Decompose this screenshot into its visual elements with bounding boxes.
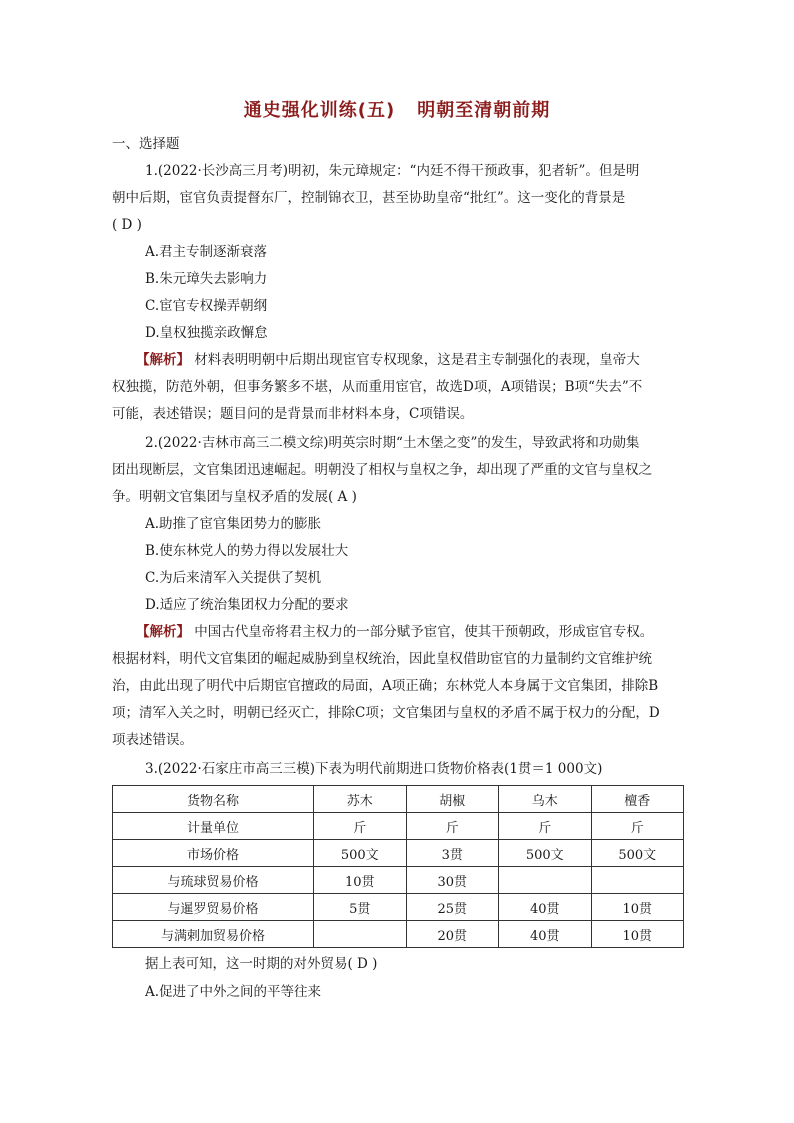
q2-analysis-line-1	[136, 622, 684, 642]
table-cell: 10贯	[591, 894, 684, 921]
q1-analysis-line-1	[136, 350, 684, 370]
page-title	[0, 96, 794, 122]
table-row	[113, 867, 684, 894]
q2-option-a: A.助推了宦官集团势力的膨胀	[145, 516, 322, 532]
q1-option-a: A.君主专制逐渐衰落	[145, 244, 268, 260]
table-row	[113, 894, 684, 921]
table-header-cell: 乌木	[499, 786, 592, 813]
table-cell: 计量单位	[113, 813, 314, 840]
table-header-cell: 货物名称	[113, 786, 314, 813]
q2-analysis-line-5: 项表述错误。	[112, 732, 193, 748]
title-sub: 明朝至清朝前期	[417, 100, 551, 121]
q2-stem-line-2: 团出现断层，文官集团迅速崛起。明朝没了相权与皇权之争，却出现了严重的文官与皇权之	[112, 462, 652, 478]
table-cell: 40贯	[499, 921, 592, 948]
q1-analysis-text-1: 材料表明明朝中后期出现宦官专权现象，这是君主专制强化的表现，皇帝大	[190, 352, 640, 368]
table-cell: 500文	[499, 840, 592, 867]
table-cell: 斤	[499, 813, 592, 840]
q1-stem-line-2: 朝中后期，宦官负责提督东厂，控制锦衣卫，甚至协助皇帝“批红”。这一变化的背景是	[112, 190, 626, 206]
table-cell: 与琉球贸易价格	[113, 867, 314, 894]
table-row	[113, 813, 684, 840]
table-header-cell: 苏木	[314, 786, 407, 813]
q3-after-table: 据上表可知，这一时期的对外贸易( D )	[145, 956, 378, 972]
q2-option-b: B.使东林党人的势力得以发展壮大	[145, 543, 349, 559]
q2-option-c: C.为后来清军入关提供了契机	[145, 570, 322, 586]
table-header-cell: 檀香	[591, 786, 684, 813]
table-cell	[591, 867, 684, 894]
price-table	[112, 785, 684, 948]
q2-analysis-text-1: 中国古代皇帝将君主权力的一部分赋予宦官，使其干预朝政，形成宦官专权。	[190, 624, 654, 640]
table-cell	[314, 921, 407, 948]
table-cell: 5贯	[314, 894, 407, 921]
q2-analysis-tag: 【解析】	[136, 624, 190, 640]
table-cell: 10贯	[591, 921, 684, 948]
table-cell: 与暹罗贸易价格	[113, 894, 314, 921]
q2-analysis-line-3: 治，由此出现了明代中后期宦官擅政的局面，A项正确；东林党人本身属于文官集团，排除B	[112, 678, 659, 694]
table-row	[113, 921, 684, 948]
table-cell: 25贯	[406, 894, 499, 921]
title-main: 通史强化训练(五)	[243, 100, 396, 121]
q1-option-b: B.朱元璋失去影响力	[145, 271, 268, 287]
q2-option-d: D.适应了统治集团权力分配的要求	[145, 597, 349, 613]
q3-stem: 3.(2022·石家庄市高三三模)下表为明代前期进口货物价格表(1贯＝1 000文)	[145, 761, 603, 777]
table-cell: 20贯	[406, 921, 499, 948]
table-cell: 斤	[314, 813, 407, 840]
q1-option-d: D.皇权独揽亲政懈怠	[145, 325, 268, 341]
table-cell: 40贯	[499, 894, 592, 921]
q2-stem-line-1: 2.(2022·吉林市高三二模文综)明英宗时期“土木堡之变”的发生，导致武将和功勋集	[145, 435, 640, 451]
q1-analysis-tag: 【解析】	[136, 352, 190, 368]
table-cell: 30贯	[406, 867, 499, 894]
table-header-cell: 胡椒	[406, 786, 499, 813]
q3-option-a: A.促进了中外之间的平等往来	[145, 984, 322, 1000]
table-cell: 斤	[406, 813, 499, 840]
q2-stem-line-3: 争。明朝文官集团与皇权矛盾的发展( A )	[112, 489, 357, 505]
table-cell: 市场价格	[113, 840, 314, 867]
q1-stem-line-3: ( D )	[112, 217, 142, 233]
table-cell: 500文	[591, 840, 684, 867]
table-row	[113, 840, 684, 867]
table-cell: 斤	[591, 813, 684, 840]
q1-analysis-line-2: 权独揽，防范外朝，但事务繁多不堪，从而重用宦官，故选D项，A项错误；B项“失去”不	[112, 379, 643, 395]
q2-analysis-line-2: 根据材料，明代文官集团的崛起威胁到皇权统治，因此皇权借助宦官的力量制约文官维护统	[112, 651, 652, 667]
table-cell	[499, 867, 592, 894]
table-cell: 10贯	[314, 867, 407, 894]
q2-analysis-line-4: 项；清军入关之时，明朝已经灭亡，排除C项；文官集团与皇权的矛盾不属于权力的分配，D	[112, 705, 660, 721]
table-header-row	[113, 786, 684, 813]
q1-option-c: C.宦官专权操弄朝纲	[145, 298, 268, 314]
q1-analysis-line-3: 可能，表述错误；题目问的是背景而非材料本身，C项错误。	[112, 406, 474, 422]
section-heading: 一、选择题	[112, 136, 180, 152]
table-cell: 500文	[314, 840, 407, 867]
table-cell: 3贯	[406, 840, 499, 867]
table-cell: 与满剌加贸易价格	[113, 921, 314, 948]
q1-stem-line-1: 1.(2022·长沙高三月考)明初，朱元璋规定：“内廷不得干预政事，犯者斩”。但是明	[145, 163, 640, 179]
